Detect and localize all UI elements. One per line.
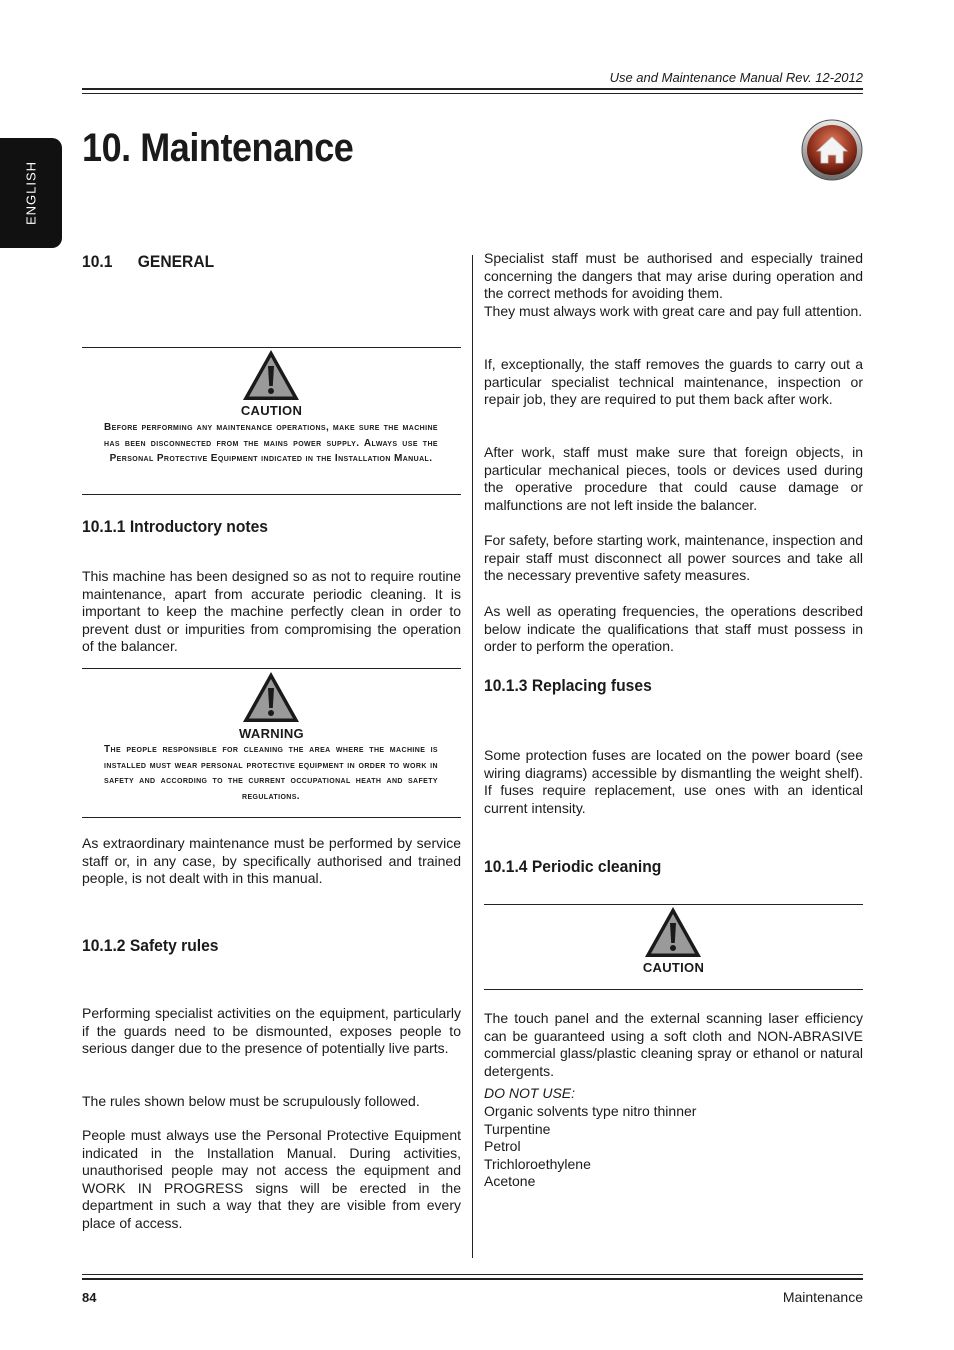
section-heading-10-1	[82, 252, 214, 272]
footer-rule	[82, 1274, 863, 1275]
safety-rules-paragraph-2: The rules shown below must be scrupulously followed.	[82, 1093, 420, 1109]
footer-rule-thick	[82, 1278, 863, 1280]
warning-triangle-icon	[241, 348, 301, 407]
language-tab-label: ENGLISH	[23, 160, 39, 226]
extraordinary-maintenance-paragraph: As extraordinary maintenance must be performed by service staff or, in any case, by specifically authorised and trained people, is not dealt with in this manual.	[82, 835, 461, 887]
section-heading-10-1-1: 10.1.1 Introductory notes	[82, 517, 268, 536]
footer-section-name: Maintenance	[782, 1289, 863, 1305]
column-divider	[472, 255, 473, 1258]
warning-box-top-rule	[82, 668, 461, 669]
header-rule	[82, 88, 863, 90]
do-not-use-label: DO NOT USE:	[484, 1085, 576, 1101]
safety-rules-paragraph-1: Performing specialist activities on the equipment, particularly if the guards need to be dismounted, exposes people to serious danger due to the presence of potentially live parts.	[82, 1005, 461, 1057]
section-title: GENERAL	[137, 252, 215, 271]
warning-box-bottom-rule	[82, 817, 461, 818]
warning-triangle-icon	[643, 905, 703, 964]
page-number: 84	[82, 1290, 97, 1305]
header-rule-thin	[82, 93, 863, 94]
caution-label: CAUTION	[642, 960, 705, 975]
warning-triangle-icon	[241, 670, 301, 729]
specialist-care-paragraph: They must always work with great care and pay full attention.	[484, 303, 863, 319]
safety-rules-paragraph-3: People must always use the Personal Protective Equipment indicated in the Installation Manual. During activities, unauthorised people may not access the equipment and WORK IN PROGRESS signs will be erected in the department in such a way that they are visible from every place of access.	[82, 1127, 461, 1231]
section-number: 10.1	[82, 252, 113, 271]
caution-label: CAUTION	[240, 403, 303, 418]
section-heading-10-1-2: 10.1.2 Safety rules	[82, 936, 219, 955]
language-tab	[0, 138, 62, 248]
section-heading-10-1-4: 10.1.4 Periodic cleaning	[484, 857, 662, 876]
list-item: Organic solvents type nitro thinner	[484, 1103, 697, 1119]
specialist-staff-paragraph: Specialist staff must be authorised and especially trained concerning the dangers that may arise during operation and the correct methods for avoiding them.	[484, 250, 863, 302]
list-item: Turpentine	[484, 1120, 551, 1137]
replacing-fuses-paragraph: Some protection fuses are located on the power board (see wiring diagrams) accessible by dismantling the weight shelf). If fuses require replacement, use ones with an identical current intensity.	[484, 747, 863, 816]
section-heading-10-1-3: 10.1.3 Replacing fuses	[484, 676, 652, 695]
list-item: Petrol	[484, 1138, 521, 1155]
caution-box-bottom-rule	[82, 494, 461, 495]
page-title: 10. Maintenance	[82, 126, 354, 170]
warning-label: WARNING	[239, 726, 304, 741]
warning-text: The people responsible for cleaning the area where the machine is installed must wear personal protective equipment in order to work in safety and according to the current occupational heath and safety regulations.	[104, 744, 438, 802]
caution-box-bottom-rule	[484, 989, 863, 990]
periodic-cleaning-paragraph: The touch panel and the external scanning laser efficiency can be guaranteed using a soft cloth and NON-ABRASIVE commercial glass/plastic cleaning spray or ethanol or natural detergents.	[484, 1010, 863, 1079]
after-work-paragraph: After work, staff must make sure that foreign objects, in particular mechanical pieces, tools or devices used during the operative procedure that could cause damage or malfunctions are not left inside the balancer.	[484, 444, 863, 513]
guards-paragraph: If, exceptionally, the staff removes the guards to carry out a particular specialist technical maintenance, inspection or repair job, they are required to put them back after work.	[484, 356, 863, 408]
operating-frequencies-paragraph: As well as operating frequencies, the operations described below indicate the qualifications that staff must possess in order to perform the operation.	[484, 603, 863, 655]
list-item: Trichloroethylene	[484, 1155, 591, 1172]
manual-title: Use and Maintenance Manual Rev. 12-2012	[609, 70, 863, 85]
introductory-notes-paragraph: This machine has been designed so as not to require routine maintenance, apart from accurate periodic cleaning. It is important to keep the machine perfectly clean in order to prevent dust or impurities from compromising the operation of the balancer.	[82, 568, 461, 655]
safety-before-work-paragraph: For safety, before starting work, maintenance, inspection and repair staff must disconnect all power sources and take all the necessary preventive safety measures.	[484, 532, 863, 584]
home-icon[interactable]	[800, 118, 864, 182]
caution-text: Before performing any maintenance operations, make sure the machine has been disconnected from the mains power supply. Always use the Personal Protective Equipment indicated in the Installation Manual.	[104, 422, 438, 464]
do-not-use-list	[484, 1103, 863, 1191]
list-item: Acetone	[484, 1173, 536, 1190]
